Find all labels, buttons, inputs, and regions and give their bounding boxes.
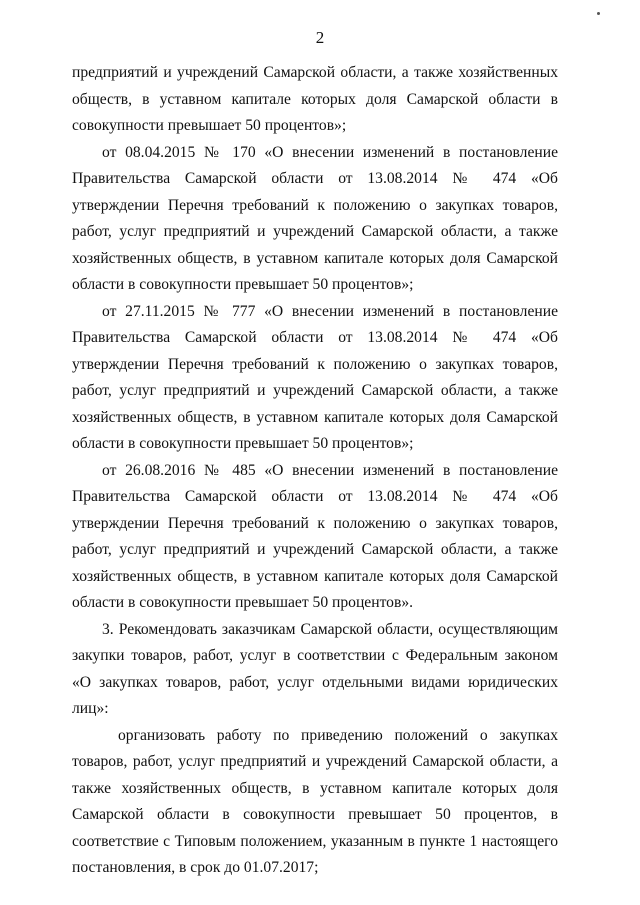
paragraph-amendment-485: от 26.08.2016 № 485 «О внесении изменений в постановление Правительства Самарской области от 13.08.2014 № 474 «Об утверждении Перечня требований к положению о закупках товаров, работ, услуг предприятий и учреждений Самарской области, а также хозяйственных обществ, в уставном капитале которых доля Самарской области в совокупности превышает 50 процентов».	[72, 461, 558, 611]
page-number: 2	[315, 28, 325, 47]
paragraph-amendment-170: от 08.04.2015 № 170 «О внесении изменений в постановление Правительства Самарской области от 13.08.2014 № 474 «Об утверждении Перечня требований к положению о закупках товаров, работ, услуг предприятий и учреждений Самарской области, а также хозяйственных обществ, в уставном капитале которых доля Самарской области в совокупности превышает 50 процентов»;	[72, 143, 558, 293]
paragraph-continuation: предприятий и учреждений Самарской области, а также хозяйственных обществ, в уставном капитале которых доля Самарской области в совокупности превышает 50 процентов»;	[72, 64, 558, 134]
document-body	[72, 60, 558, 882]
scan-speck	[597, 12, 600, 15]
paragraph-organize-work: организовать работу по приведению положений о закупках товаров, работ, услуг предприятий и учреждений Самарской области, а также хозяйственных обществ, в уставном капитале которых доля Самарской области в совокупности превышает 50 процентов, в соответствие с Типовым положением, указанным в пункте 1 настоящего постановления, в срок до 01.07.2017;	[72, 726, 558, 876]
paragraph-item-3: 3. Рекомендовать заказчикам Самарской области, осуществляющим закупки товаров, работ, услуг в соответствии с Федеральным законом «О закупках товаров, работ, услуг отдельными видами юридических лиц»:	[72, 620, 558, 717]
paragraph-amendment-777: от 27.11.2015 № 777 «О внесении изменений в постановление Правительства Самарской области от 13.08.2014 № 474 «Об утверждении Перечня требований к положению о закупках товаров, работ, услуг предприятий и учреждений Самарской области, а также хозяйственных обществ, в уставном капитале которых доля Самарской области в совокупности превышает 50 процентов»;	[72, 302, 558, 452]
